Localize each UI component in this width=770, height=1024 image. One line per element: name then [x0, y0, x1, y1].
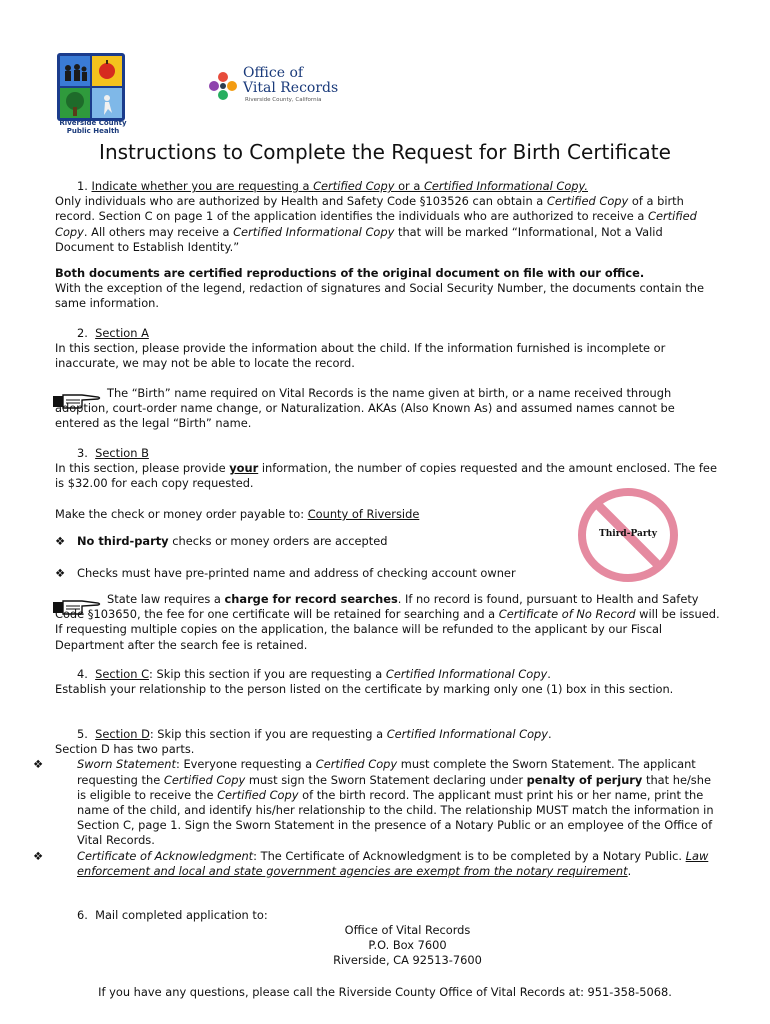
- address-line-2: P.O. Box 7600: [368, 938, 447, 953]
- vital-records-logo-line1: Office of: [243, 65, 304, 81]
- section-2-birth-name-note: The “Birth” name required on Vital Records is the name given at birth, or a name received through adoption, court-order name change, or Naturalization. AKAs (Also Known As) and assumed names cannot be entered as the legal “Birth” name.: [55, 386, 675, 431]
- stamp-label: Third-Party: [599, 529, 657, 539]
- section-2: [55, 326, 720, 372]
- vital-records-emblem-icon: [205, 68, 241, 104]
- vital-records-logo-sub: Riverside County, California: [245, 97, 322, 103]
- section-4-paragraph: Establish your relationship to the person listed on the certificate by marking only one (1) box in this section.: [55, 682, 674, 697]
- section-3: [55, 446, 720, 492]
- section-3-heading: 3. Section B: [77, 446, 149, 460]
- bullet-no-third-party: ❖ No third-party checks or money orders are accepted: [55, 534, 388, 548]
- section-5-paragraph: Section D has two parts.: [55, 742, 195, 757]
- bullet-preprinted-checks: ❖ Checks must have pre-printed name and address of checking account owner: [55, 566, 516, 580]
- section-1-note: [55, 266, 720, 312]
- section-3-paragraph: In this section, please provide your information, the number of copies requested and the amount enclosed. The fee is $32.00 for each copy requested.: [55, 461, 717, 491]
- section-5: [33, 727, 720, 879]
- section-1-paragraph: Only individuals who are authorized by Health and Safety Code §103526 can obtain a Certified Copy of a birth record. Section C on page 1 of the application identifies the individuals who are authorized to receive a Certified Copy. All others may receive a Certified Informational Copy that will be marked “Informational, Not a Valid Document to Establish Identity.”: [55, 194, 697, 254]
- section-6-heading: 6. Mail completed application to:: [77, 908, 268, 922]
- section-1: [55, 179, 720, 255]
- vital-records-logo: [205, 66, 345, 108]
- section-2-heading: 2. Section A: [77, 326, 149, 340]
- bullet-certificate-acknowledgment: ❖ Certificate of Acknowledgment: The Certificate of Acknowledgment is to be completed by a Notary Public. Law enforcement and local and state government agencies are exempt from the notary requirement.: [33, 848, 709, 878]
- section-5-heading: 5. Section D: Skip this section if you are requesting a Certified Informational Copy.: [77, 727, 552, 741]
- payee-name: County of Riverside: [307, 507, 420, 521]
- diamond-bullet-icon: ❖: [33, 757, 44, 772]
- section-6: [55, 908, 720, 923]
- section-4: [55, 667, 720, 697]
- payable-to-line: Make the check or money order payable to: County of Riverside: [55, 507, 420, 521]
- diamond-bullet-icon: ❖: [33, 848, 44, 863]
- vital-records-logo-line2: Vital Records: [243, 80, 339, 96]
- section-1-paragraph-2: With the exception of the legend, redaction of signatures and Social Security Number, the documents contain the same information.: [55, 281, 705, 311]
- address-line-3: Riverside, CA 92513-7600: [333, 953, 482, 968]
- riverside-county-logo-text: Riverside County Public Health: [59, 119, 127, 135]
- mailing-address: [0, 923, 770, 969]
- bullet-sworn-statement: ❖ Sworn Statement: Everyone requesting a Certified Copy must complete the Sworn Statement. The applicant requesting the Certified Copy must sign the Sworn Statement declaring under penalty of perjury that he/she is eligible to receive the Certified Copy of the birth record. The applicant must print his or her name, print the name of the child, and identify his/her relationship to the child. The relationship MUST match the information in Section C, page 1. Sign the Sworn Statement in the presence of a Notary Public or an employee of the Office of Vital Records.: [33, 757, 714, 848]
- section-2-paragraph: In this section, please provide the information about the child. If the information furnished is incomplete or inaccurate, we may not be able to locate the record.: [55, 341, 666, 371]
- section-1-heading: 1. Indicate whether you are requesting a Certified Copy or a Certified Informational Copy.: [77, 179, 588, 193]
- footer-contact: If you have any questions, please call the Riverside County Office of Vital Records at: 951-358-5068.: [98, 985, 672, 999]
- section-4-heading: 4. Section C: Skip this section if you are requesting a Certified Informational Copy.: [77, 667, 551, 681]
- diamond-bullet-icon: ❖: [55, 534, 66, 548]
- address-line-1: Office of Vital Records: [344, 923, 471, 937]
- section-1-bold-statement: Both documents are certified reproductions of the original document on file with our office.: [55, 266, 645, 280]
- page-title: Instructions to Complete the Request for Birth Certificate: [99, 140, 671, 164]
- search-fee-note: State law requires a charge for record searches. If no record is found, pursuant to Health and Safety Code §103650, the fee for one certificate will be retained for searching and a Certificate of No Record will be issued. If requesting multiple copies on the application, the balance will be refunded to the applicant by our Fiscal Department after the search fee is retained.: [55, 592, 720, 652]
- diamond-bullet-icon: ❖: [55, 566, 66, 580]
